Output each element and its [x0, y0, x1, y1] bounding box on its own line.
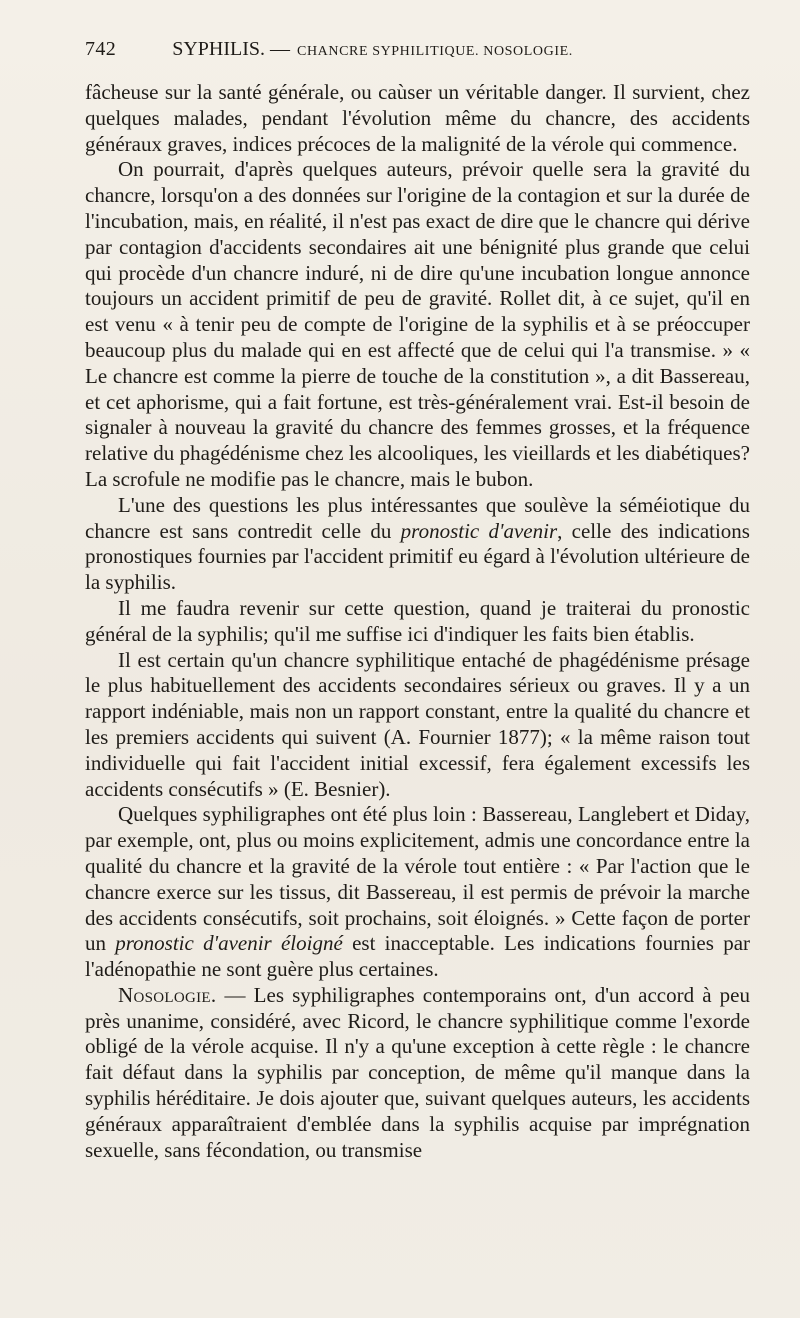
section-heading-nosologie: Nosologie. — [118, 982, 217, 1007]
paragraph-6-text-after: est inacceptable. Les indications fournies par l'adénopathie ne sont guère plus certaines. — [85, 931, 751, 982]
paragraph-4: Il me faudra revenir sur cette question, quand je traiterai du pronostic général de la syphilis; qu'il me suffise ici d'indiquer les faits bien établis. — [85, 595, 750, 646]
running-head-subtitle: CHANCRE SYPHILITIQUE. NOSOLOGIE. — [297, 44, 573, 59]
paragraph-1: fâcheuse sur la santé générale, ou caùser un véritable danger. Il survient, chez quelques malades, pendant l'évolution même du chancre, des accidents généraux graves, indices précoces de la malignité de la vérole qui commence. — [85, 80, 750, 156]
paragraph-6 — [85, 802, 750, 983]
paragraph-2: On pourrait, d'après quelques auteurs, prévoir quelle sera la gravité du chancre, lorsqu'on a des données sur l'origine de la contagion et sur la durée de l'incubation, mais, en réalité, il n'est pas exact de dire que le chancre qui dérive par contagion d'accidents secondaires ait une bénignité plus grande que celui qui procède d'un chancre induré, ni de dire qu'une incubation longue annonce toujours un accident primitif de peu de gravité. Rollet dit, à ce sujet, qu'il en est venu « à tenir peu de compte de l'origine de la syphilis et à se préoccuper beaucoup plus du malade qui en est affecté que de celui qui l'a transmise. » « Le chancre est comme la pierre de touche de la constitution », a dit Bassereau, et cet aphorisme, qui a fait fortune, est très-généralement vrai. Est-il besoin de signaler à nouveau la gravité du chancre des femmes grosses, et la fréquence relative du phagédénisme chez les alcooliques, les vieillards et les diabétiques? La scrofule ne modifie pas le chancre, mais le bubon. — [85, 157, 750, 491]
paragraph-3-italic: pronostic d'avenir — [400, 518, 558, 543]
paragraph-3 — [85, 493, 750, 596]
running-head — [172, 38, 573, 61]
running-head-separator: — — [270, 38, 290, 60]
paragraph-6-text-before: Quelques syphiligraphes ont été plus loin : Bassereau, Langlebert et Diday, par exemple, ont, plus ou moins explicitement, admis une concordance entre la qualité du chancre et la gravité de la vérole tout entière : « Par l'action que le chancre exerce sur les tissus, dit Bassereau, il est permis de prévoir la marche des accidents consécutifs, soit prochains, soit éloignés. » Cette façon de porter un — [85, 802, 750, 956]
paragraph-3-text-after: , celle des indications pronostiques fournies par l'accident primitif eu égard à l'évolution ultérieure de la syphilis. — [85, 518, 750, 595]
page-number: 742 — [85, 38, 117, 60]
paragraph-3-text-before: L'une des questions les plus intéressantes que soulève la séméiotique du chancre est sans contredit celle du — [85, 492, 750, 543]
paragraph-5: Il est certain qu'un chancre syphilitique entaché de phagédénisme présage le plus habituellement des accidents secondaires sérieux ou graves. Il y a un rapport indéniable, mais non un rapport constant, entre la qualité du chancre et les premiers accidents qui suivent (A. Fournier 1877); « la même raison tout individuelle qui fait l'accident initial excessif, fera également excessifs les accidents consécutifs » (E. Besnier). — [85, 647, 750, 801]
paragraph-6-italic: pronostic d'avenir éloigné — [115, 931, 343, 956]
paragraph-7 — [85, 983, 750, 1164]
paragraph-7-text: — Les syphiligraphes contemporains ont, d'un accord à peu près unanime, considéré, avec Ricord, le chancre syphilitique comme l'exorde obligé de la vérole acquise. Il n'y a qu'une exception à cette règle : le chancre fait défaut dans la syphilis par conception, de même qu'il manque dans la syphilis héréditaire. Je dois ajouter que, suivant quelques auteurs, les accidents généraux apparaîtraient d'emblée dans la syphilis acquise par imprégnation sexuelle, sans fécondation, ou transmise — [85, 982, 750, 1162]
page-body — [85, 80, 750, 1163]
page-header — [85, 38, 750, 78]
running-head-title: SYPHILIS. — [172, 38, 265, 60]
